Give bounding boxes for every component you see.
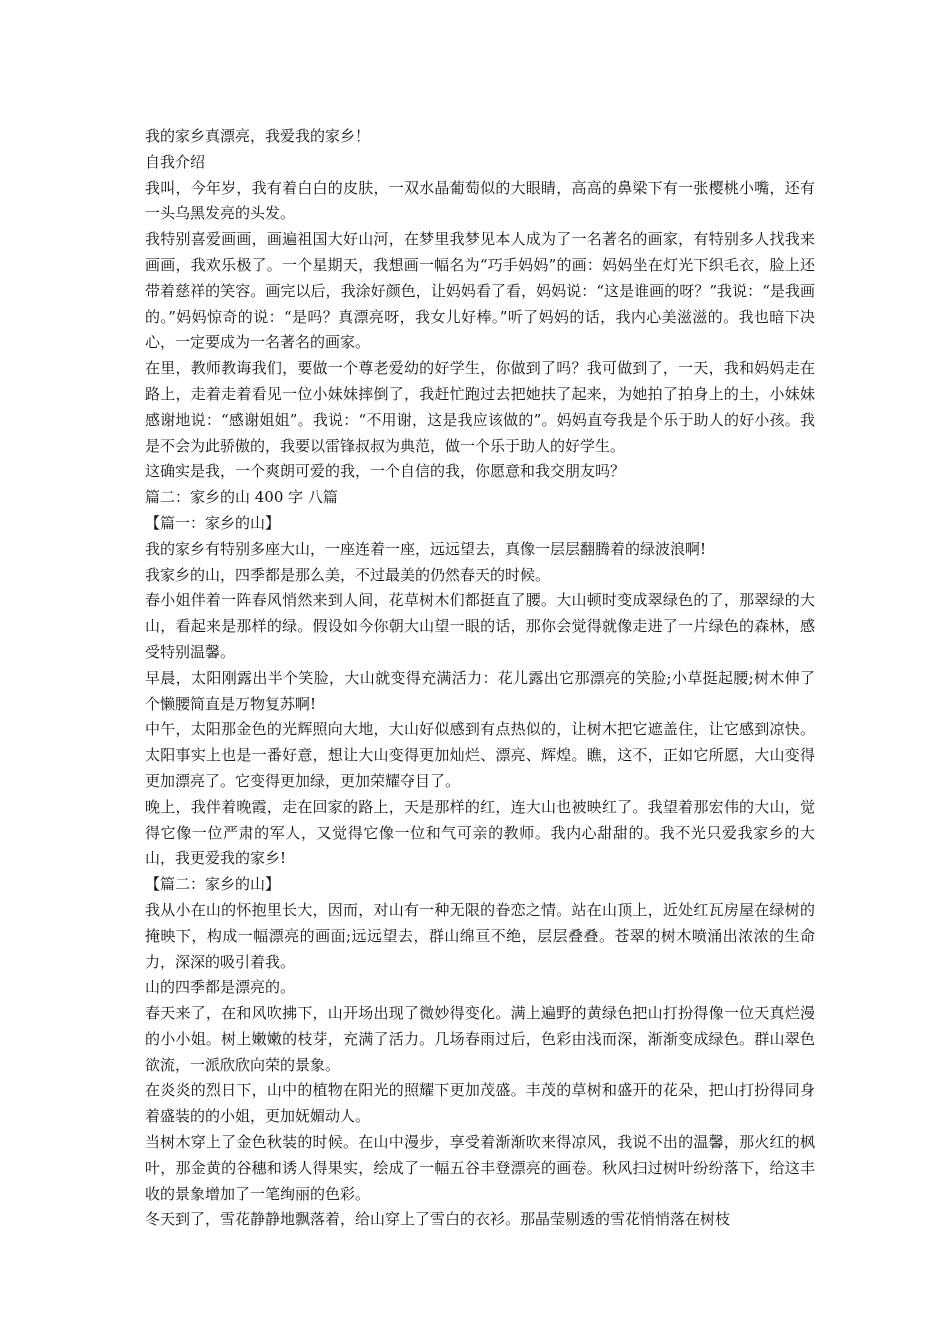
- document-body: [145, 124, 815, 1233]
- paragraph: 早晨，太阳刚露出半个笑脸，大山就变得充满活力：花儿露出它那漂亮的笑脸;小草挺起腰;树木伸了个懒腰简直是万物复苏啊!: [145, 668, 815, 713]
- paragraph: 我家乡的山，四季都是那么美，不过最美的仍然春天的时候。: [145, 565, 551, 584]
- section-heading: 篇二：家乡的山 400 字 八篇: [145, 488, 338, 507]
- paragraph: 冬天到了，雪花静静地飘落着，给山穿上了雪白的衣衫。那晶莹剔透的雪花悄悄落在树枝: [145, 1210, 731, 1229]
- paragraph: 中午，太阳那金色的光辉照向大地，大山好似感到有点热似的，让树木把它遮盖住，让它感到凉快。太阳事实上也是一番好意，想让大山变得更加灿烂、漂亮、辉煌。瞧，这不，正如它所愿，大山变得更加漂亮了。它变得更加绿，更加荣耀夺目了。: [145, 720, 815, 790]
- paragraph: 春天来了，在和风吹拂下，山开场出现了微妙得变化。满上遍野的黄绿色把山打扮得像一位天真烂漫的小小姐。树上嫩嫩的枝芽，充满了活力。几场春雨过后，色彩由浅而深，渐渐变成绿色。群山翠色欲流，一派欣欣向荣的景象。: [145, 1004, 815, 1074]
- subsection-heading: 【篇二：家乡的山】: [145, 875, 281, 894]
- paragraph: 在里，教师教诲我们，要做一个尊老爱幼的好学生，你做到了吗？我可做到了，一天，我和妈妈走在路上，走着走着看见一位小妹妹摔倒了，我赶忙跑过去把她扶了起来，为她拍了拍身上的土，小妹妹感谢地说：“感谢姐姐”。我说：“不用谢，这是我应该做的”。妈妈直夸我是个乐于助人的好小孩。我是不会为此骄傲的，我要以雷锋叔叔为典范，做一个乐于助人的好学生。: [145, 359, 815, 455]
- paragraph: 这确实是我，一个爽朗可爱的我，一个自信的我，你愿意和我交朋友吗？: [145, 462, 626, 481]
- paragraph: 我叫，今年岁，我有着白白的皮肤，一双水晶葡萄似的大眼睛，高高的鼻梁下有一张樱桃小嘴，还有一头乌黑发亮的头发。: [145, 178, 815, 223]
- paragraph: 我的家乡真漂亮，我爱我的家乡！: [145, 127, 371, 145]
- paragraph: 春小姐伴着一阵春风悄然来到人间，花草树木们都挺直了腰。大山顿时变成翠绿色的了，那翠绿的大山，看起来是那样的绿。假设如今你朝大山望一眼的话，那你会觉得就像走进了一片绿色的森林，感受特别温馨。: [145, 591, 815, 661]
- paragraph: 我特别喜爱画画，画遍祖国大好山河，在梦里我梦见本人成为了一名著名的画家，有特别多人找我来画画，我欢乐极了。一个星期天，我想画一幅名为“巧手妈妈”的画：妈妈坐在灯光下织毛衣，脸上还带着慈祥的笑容。画完以后，我涂好颜色，让妈妈看了看，妈妈说：“这是谁画的呀？”我说：“是我画的。”妈妈惊奇的说：“是吗？真漂亮呀，我女儿好棒。”听了妈妈的话，我内心美滋滋的。我也暗下决心，一定要成为一名著名的画家。: [145, 230, 815, 352]
- paragraph: 我从小在山的怀抱里长大，因而，对山有一种无限的眷恋之情。站在山顶上，近处红瓦房屋在绿树的掩映下，构成一幅漂亮的画面;远远望去，群山绵亘不绝，层层叠叠。苍翠的树木喷涌出浓浓的生命力，深深的吸引着我。: [145, 900, 815, 971]
- paragraph: 我的家乡有特别多座大山，一座连着一座，远远望去，真像一层层翻腾着的绿波浪啊!: [145, 539, 707, 558]
- paragraph: 在炎炎的烈日下，山中的植物在阳光的照耀下更加茂盛。丰茂的草树和盛开的花朵，把山打扮得同身着盛装的的小姐，更加妩媚动人。: [145, 1081, 815, 1126]
- paragraph: 山的四季都是漂亮的。: [145, 978, 296, 997]
- subsection-heading: 【篇一：家乡的山】: [145, 513, 281, 532]
- paragraph: 晚上，我伴着晚霞，走在回家的路上，天是那样的红，连大山也被映红了。我望着那宏伟的大山，觉得它像一位严肃的军人，又觉得它像一位和气可亲的教师。我内心甜甜的。我不光只爱我家乡的大山，我更爱我的家乡!: [145, 797, 815, 868]
- paragraph: 当树木穿上了金色秋装的时候。在山中漫步，享受着渐渐吹来得凉风，我说不出的温馨，那火红的枫叶，那金黄的谷穗和诱人得果实，绘成了一幅五谷丰登漂亮的画卷。秋风扫过树叶纷纷落下，给这丰收的景象增加了一笔绚丽的色彩。: [145, 1133, 815, 1203]
- paragraph: 自我介绍: [145, 152, 206, 171]
